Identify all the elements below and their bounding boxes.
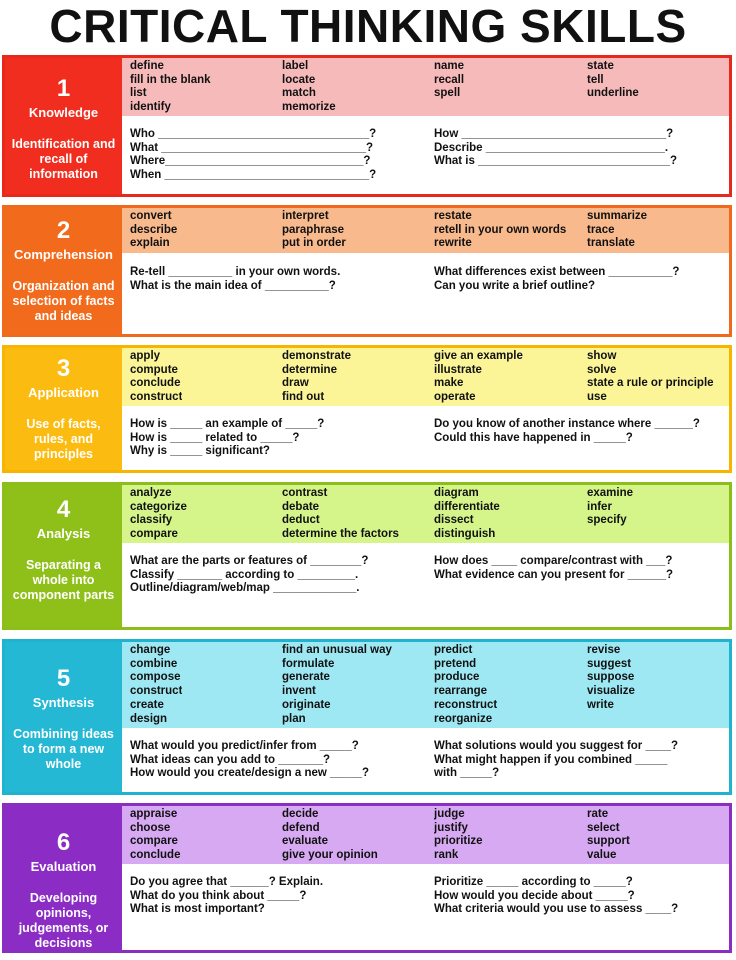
verb: produce <box>434 671 480 684</box>
question: What ________________________________? <box>130 141 373 154</box>
question: Who _________________________________? <box>130 128 377 140</box>
verb: pretend <box>434 657 477 670</box>
verb: conclude <box>130 377 181 390</box>
verb: deduct <box>282 514 320 527</box>
verb: compose <box>130 671 181 684</box>
verb: trace <box>587 223 615 236</box>
verb: decide <box>282 808 319 820</box>
verb: choose <box>130 821 171 834</box>
verb: examine <box>587 487 634 499</box>
verb: match <box>282 87 316 100</box>
question: Where_______________________________? <box>130 155 371 168</box>
question-prompts <box>122 876 729 950</box>
verb: interpret <box>282 210 329 222</box>
question-prompts <box>122 266 729 334</box>
verb: analyze <box>130 487 172 499</box>
verb: categorize <box>130 500 187 513</box>
verb: generate <box>282 671 330 684</box>
question: What is most important? <box>130 903 265 916</box>
level-name: Application <box>28 385 99 400</box>
verb: specify <box>587 514 627 527</box>
verbs-band <box>122 642 729 728</box>
question: What evidence can you present for ______? <box>434 568 674 581</box>
question: How is _____ an example of _____? <box>130 418 325 430</box>
verb: retell in your own words <box>434 223 567 236</box>
level-description: Separating a whole into component parts <box>12 558 115 602</box>
verb: translate <box>587 237 635 250</box>
question: Re-tell __________ in your own words. <box>130 266 341 278</box>
verbs-band <box>122 806 729 864</box>
level-name: Synthesis <box>32 695 95 710</box>
verb: defend <box>282 821 320 834</box>
verb: illustrate <box>434 363 482 376</box>
level-description: Use of facts, rules, and principles <box>26 417 101 461</box>
verb: support <box>587 835 630 848</box>
verb-column <box>434 350 523 405</box>
verb: name <box>434 60 465 72</box>
verb: find out <box>282 391 325 404</box>
question-prompts <box>122 418 729 470</box>
verbs-band <box>122 485 729 543</box>
verb: summarize <box>587 210 648 222</box>
section-evaluation <box>2 803 732 953</box>
verb-column <box>587 210 647 251</box>
question: Can you write a brief outline? <box>434 279 596 292</box>
verb: list <box>130 87 147 100</box>
verb: give your opinion <box>282 849 378 862</box>
verb: define <box>130 60 164 72</box>
verb: make <box>434 377 464 390</box>
verb-column <box>434 808 483 863</box>
verb: operate <box>434 391 476 404</box>
section-knowledge <box>2 55 732 197</box>
verb: appraise <box>130 808 178 820</box>
verb: infer <box>587 500 612 513</box>
verb: construct <box>130 685 183 698</box>
verb: reorganize <box>434 712 493 725</box>
verb: visualize <box>587 685 635 698</box>
question: What ideas can you add to _______? <box>130 753 331 766</box>
level-number: 6 <box>56 829 71 856</box>
question: Do you agree that ______? Explain. <box>130 876 324 888</box>
level-panel <box>5 806 122 950</box>
question: What criteria would you use to assess ____? <box>434 903 679 916</box>
verb-column <box>434 487 500 542</box>
verb-column <box>130 210 177 251</box>
verb: dissect <box>434 514 474 527</box>
question-column <box>434 740 678 781</box>
verb: create <box>130 698 164 711</box>
section-application <box>2 345 732 473</box>
verb: classify <box>130 514 173 527</box>
verb: use <box>587 391 607 404</box>
verb: value <box>587 849 617 862</box>
verb: invent <box>282 685 316 698</box>
level-number: 3 <box>56 355 71 382</box>
question: How ________________________________? <box>434 128 674 140</box>
question: What is ______________________________? <box>434 155 677 168</box>
level-description: Developing opinions, judgements, or decisions <box>18 891 109 950</box>
question-column <box>434 266 679 293</box>
verb: determine <box>282 363 337 376</box>
level-panel <box>5 642 122 792</box>
question: What might happen if you combined _____ <box>434 753 668 766</box>
question: How is _____ related to _____? <box>130 431 300 444</box>
question: How would you create/design a new _____? <box>130 767 370 780</box>
question: How would you decide about _____? <box>434 889 635 902</box>
verb: judge <box>434 808 465 820</box>
level-description: Combining ideas to form a new whole <box>13 727 114 771</box>
verb-column <box>282 210 346 251</box>
level-name: Evaluation <box>30 859 97 874</box>
poster-title: CRITICAL THINKING SKILLS <box>49 0 687 52</box>
question-prompts <box>122 740 729 792</box>
verb: find an unusual way <box>282 644 392 656</box>
verb: reconstruct <box>434 698 498 711</box>
verb-column <box>282 644 392 726</box>
question: Outline/diagram/web/map _____________. <box>130 582 360 595</box>
level-name: Comprehension <box>14 247 113 262</box>
question: What would you predict/infer from _____? <box>130 740 359 752</box>
verb-column <box>130 487 187 542</box>
question: What do you think about _____? <box>130 889 307 902</box>
verb: write <box>587 698 614 711</box>
verb-column <box>282 808 378 863</box>
level-name: Analysis <box>36 526 91 541</box>
verb: formulate <box>282 657 335 670</box>
verb-column <box>587 644 635 713</box>
verb: state <box>587 60 614 72</box>
verb: suppose <box>587 671 635 684</box>
verb: determine the factors <box>282 528 399 541</box>
verb: draw <box>282 377 309 390</box>
verb: differentiate <box>434 500 500 513</box>
question: What differences exist between __________? <box>434 266 680 278</box>
section-comprehension <box>2 205 732 337</box>
verb: rate <box>587 808 609 820</box>
verb: paraphrase <box>282 223 345 236</box>
question-column <box>130 128 376 183</box>
question-column <box>130 418 324 459</box>
question-prompts <box>122 555 729 627</box>
verb: solve <box>587 363 617 376</box>
level-number: 1 <box>56 75 71 102</box>
question-column <box>434 555 673 582</box>
verb-column <box>587 487 633 528</box>
verb: recall <box>434 73 465 86</box>
verb: identify <box>130 101 171 114</box>
verb: spell <box>434 87 461 100</box>
verb: change <box>130 644 171 656</box>
level-description: Identification and recall of information <box>11 137 116 181</box>
verb: restate <box>434 210 472 222</box>
level-panel <box>5 348 122 470</box>
verb: rearrange <box>434 685 488 698</box>
verb: state a rule or principle <box>587 377 714 390</box>
question: Classify _______ according to _________. <box>130 568 359 581</box>
level-panel <box>5 58 122 194</box>
question: with _____? <box>434 767 500 780</box>
question-prompts <box>122 128 729 194</box>
level-name: Knowledge <box>28 105 99 120</box>
section-synthesis <box>2 639 732 795</box>
question-column <box>434 418 700 445</box>
verb: rewrite <box>434 237 472 250</box>
verb: show <box>587 350 617 362</box>
verb-column <box>587 808 630 863</box>
question-column <box>130 266 340 293</box>
verb: demonstrate <box>282 350 352 362</box>
verb: prioritize <box>434 835 483 848</box>
verbs-band <box>122 208 729 253</box>
level-number: 5 <box>56 665 71 692</box>
level-number: 2 <box>56 217 71 244</box>
verbs-band <box>122 58 729 116</box>
question-column <box>434 876 678 917</box>
verb: contrast <box>282 487 328 499</box>
verb-column <box>130 644 182 726</box>
question: Do you know of another instance where ______? <box>434 418 700 430</box>
section-analysis <box>2 482 732 630</box>
question: Prioritize _____ according to _____? <box>434 876 633 888</box>
verbs-band <box>122 348 729 406</box>
verb-column <box>130 350 182 405</box>
verb: justify <box>434 821 468 834</box>
verb: compute <box>130 363 178 376</box>
verb: give an example <box>434 350 523 362</box>
verb: predict <box>434 644 473 656</box>
verb-column <box>130 808 180 863</box>
verb: construct <box>130 391 183 404</box>
question: What is the main idea of __________? <box>130 279 336 292</box>
verb: locate <box>282 73 316 86</box>
verb: evaluate <box>282 835 329 848</box>
verb-column <box>282 487 399 542</box>
question-column <box>130 876 323 917</box>
verb: rank <box>434 849 459 862</box>
verb: originate <box>282 698 331 711</box>
verb-column <box>282 350 351 405</box>
verb: describe <box>130 223 178 236</box>
verb: put in order <box>282 237 346 250</box>
question: What solutions would you suggest for ____? <box>434 740 679 752</box>
verb: combine <box>130 657 178 670</box>
verb-column <box>434 60 464 101</box>
verb: suggest <box>587 657 632 670</box>
verb-column <box>587 350 714 405</box>
verb-column <box>434 210 566 251</box>
question-column <box>130 740 369 781</box>
question: Could this have happened in _____? <box>434 431 633 444</box>
verb: design <box>130 712 168 725</box>
question: Why is _____ significant? <box>130 445 270 458</box>
verb: label <box>282 60 309 72</box>
level-number: 4 <box>56 496 71 523</box>
verb: compare <box>130 528 178 541</box>
verb-column <box>587 60 639 101</box>
question-column <box>130 555 368 596</box>
verb-column <box>282 60 336 115</box>
verb: underline <box>587 87 639 100</box>
verb: conclude <box>130 849 181 862</box>
verb: diagram <box>434 487 479 499</box>
verb: apply <box>130 350 161 362</box>
question: Describe ____________________________. <box>434 141 669 154</box>
verb: compare <box>130 835 178 848</box>
verb: fill in the blank <box>130 73 211 86</box>
verb: debate <box>282 500 320 513</box>
verb: tell <box>587 73 604 86</box>
verb: revise <box>587 644 621 656</box>
level-panel <box>5 208 122 334</box>
verb: plan <box>282 712 306 725</box>
verb: explain <box>130 237 170 250</box>
level-panel <box>5 485 122 627</box>
question: How does ____ compare/contrast with ___? <box>434 555 673 567</box>
question: What are the parts or features of ________? <box>130 555 369 567</box>
verb-column <box>130 60 211 115</box>
verb: memorize <box>282 101 336 114</box>
question: When ________________________________? <box>130 169 377 182</box>
verb: convert <box>130 210 172 222</box>
verb: distinguish <box>434 528 496 541</box>
question-column <box>434 128 677 169</box>
level-description: Organization and selection of facts and ideas <box>12 279 115 323</box>
verb: select <box>587 821 620 834</box>
verb-column <box>434 644 497 726</box>
